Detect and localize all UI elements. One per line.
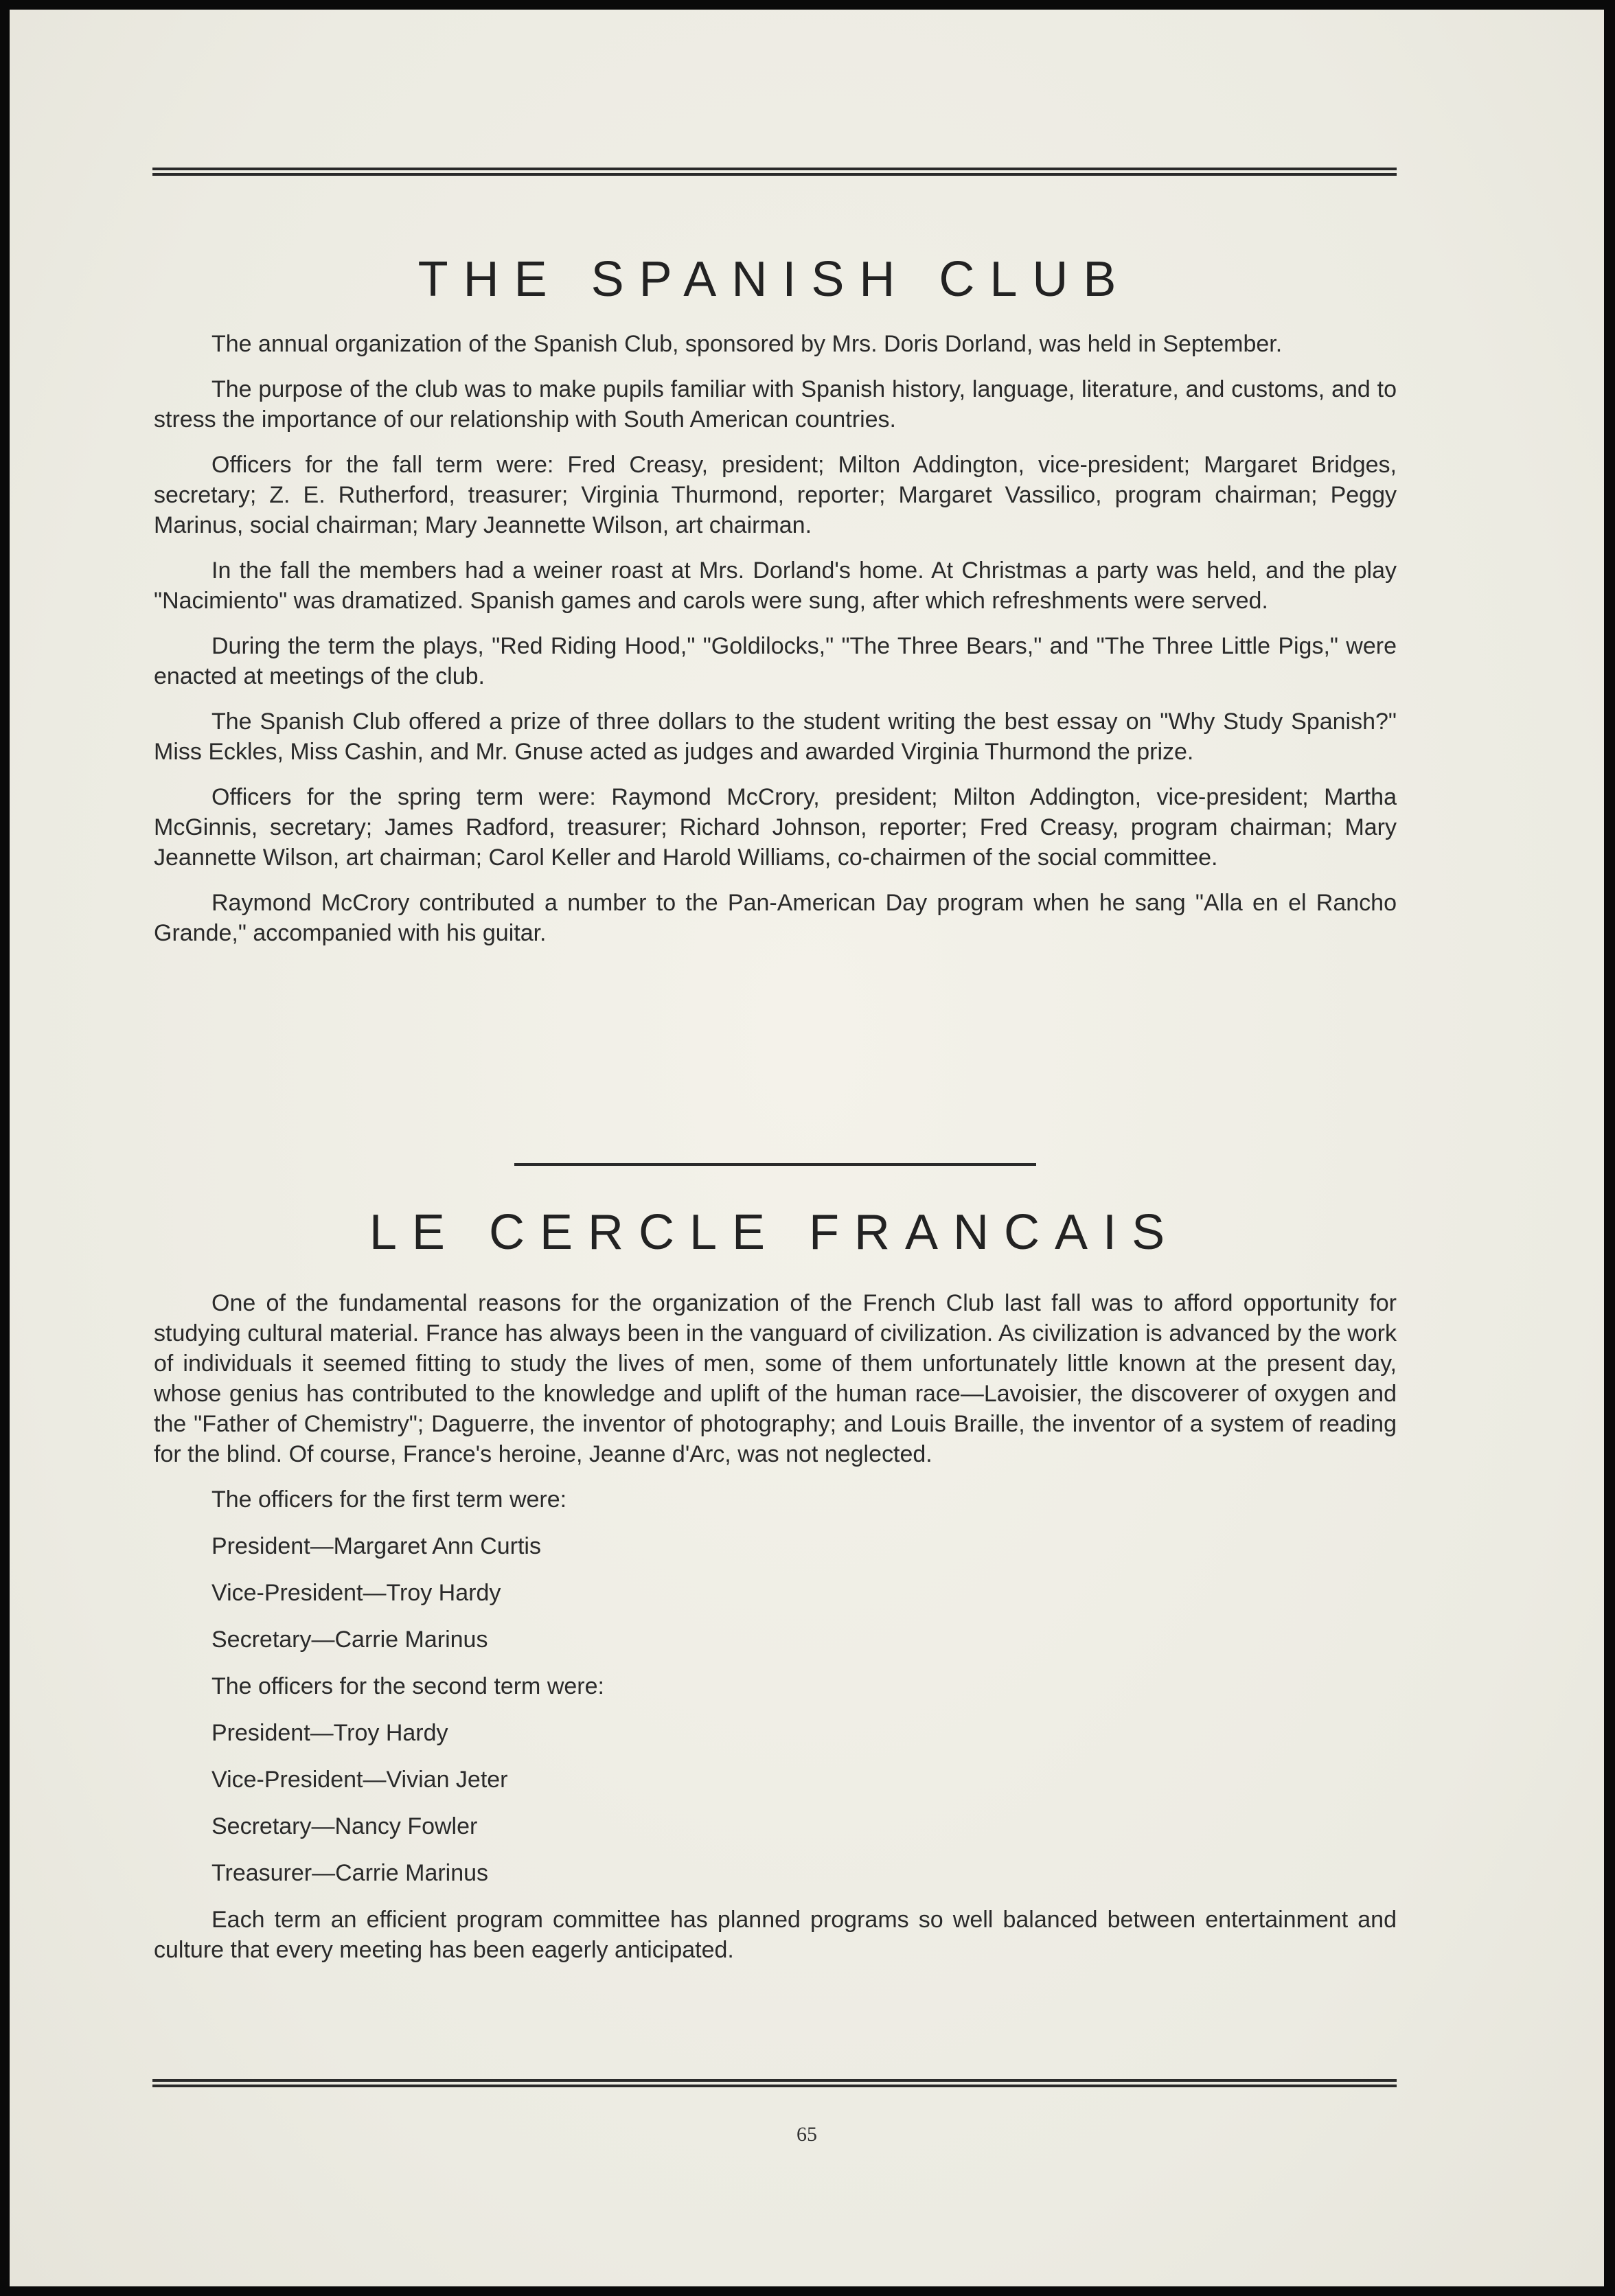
officer-line: Secretary—Carrie Marinus: [211, 1627, 488, 1653]
officer-line: President—Troy Hardy: [211, 1720, 448, 1746]
spanish-paragraph: In the fall the members had a weiner roast at Mrs. Dorland's home. At Christmas a party was held, and the play "Nacimiento" was dramatized. Spanish games and carols were sung, after which refreshments were served.: [154, 558, 1397, 614]
bottom-double-rule: [152, 2079, 1397, 2087]
spanish-paragraph: The Spanish Club offered a prize of three dollars to the student writing the best essay on "Why Study Spanish?" Miss Eckles, Miss Cashin, and Mr. Gnuse acted as judges and awarded Virginia Thurmond the prize.: [154, 709, 1397, 765]
spanish-paragraph: The annual organization of the Spanish Club, sponsored by Mrs. Doris Dorland, was held in September.: [211, 331, 1283, 357]
spanish-paragraph: During the term the plays, "Red Riding Hood," "Goldilocks," "The Three Bears," and "The Three Little Pigs," were enacted at meetings of the club.: [154, 633, 1397, 689]
officer-line: President—Margaret Ann Curtis: [211, 1533, 541, 1559]
officer-line: Vice-President—Vivian Jeter: [211, 1767, 508, 1793]
spanish-club-body: [154, 329, 1397, 963]
yearbook-page: [10, 10, 1604, 2286]
section-divider: [514, 1163, 1036, 1166]
spanish-paragraph: Raymond McCrory contributed a number to the Pan-American Day program when he sang "Alla en el Rancho Grande," accompanied with his guitar.: [154, 890, 1397, 946]
page-number: 65: [797, 2123, 817, 2146]
officer-line: The officers for the second term were:: [211, 1673, 604, 1699]
officer-line: The officers for the first term were:: [211, 1486, 567, 1513]
spanish-paragraph: Officers for the fall term were: Fred Creasy, president; Milton Addington, vice-president; Margaret Bridges, secretary; Z. E. Rutherford, treasurer; Virginia Thurmond, reporter; Margaret Vassilico, program chairman; Peggy Marinus, social chairman; Mary Jeannette Wilson, art chairman.: [154, 452, 1397, 538]
spanish-paragraph: The purpose of the club was to make pupils familiar with Spanish history, language, literature, and customs, and to stress the importance of our relationship with South American countries.: [154, 376, 1397, 433]
officer-line: Secretary—Nancy Fowler: [211, 1813, 478, 1839]
french-intro-paragraph: One of the fundamental reasons for the organization of the French Club last fall was to afford opportunity for studying cultural material. France has always been in the vanguard of civilization. As civilization is advanced by the work of individuals it seemed fitting to study the lives of men, some of them unfortunately little known at the present day, whose genius has contributed to the knowledge and uplift of the human race—Lavoisier, the discoverer of oxygen and the "Father of Chemistry"; Daguerre, the inventor of photography; and Louis Braille, the inventor of a system of reading for the blind. Of course, France's heroine, Jeanne d'Arc, was not neglected.: [154, 1290, 1397, 1467]
officer-line: Vice-President—Troy Hardy: [211, 1580, 501, 1606]
french-officers-list: [154, 1484, 1397, 1888]
french-club-body: [154, 1288, 1397, 1980]
spanish-club-heading: THE SPANISH CLUB: [417, 252, 1132, 307]
top-double-rule: [152, 168, 1397, 176]
spanish-paragraph: Officers for the spring term were: Raymond McCrory, president; Milton Addington, vice-president; Martha McGinnis, secretary; James Radford, treasurer; Richard Johnson, reporter; Fred Creasy, program chairman; Mary Jeannette Wilson, art chairman; Carol Keller and Harold Williams, co-chairmen of the social committee.: [154, 784, 1397, 871]
french-closing-paragraph: Each term an efficient program committee has planned programs so well balanced between entertainment and culture that every meeting has been eagerly anticipated.: [154, 1907, 1397, 1963]
french-club-heading: LE CERCLE FRANCAIS: [369, 1205, 1180, 1260]
officer-line: Treasurer—Carrie Marinus: [211, 1860, 489, 1886]
